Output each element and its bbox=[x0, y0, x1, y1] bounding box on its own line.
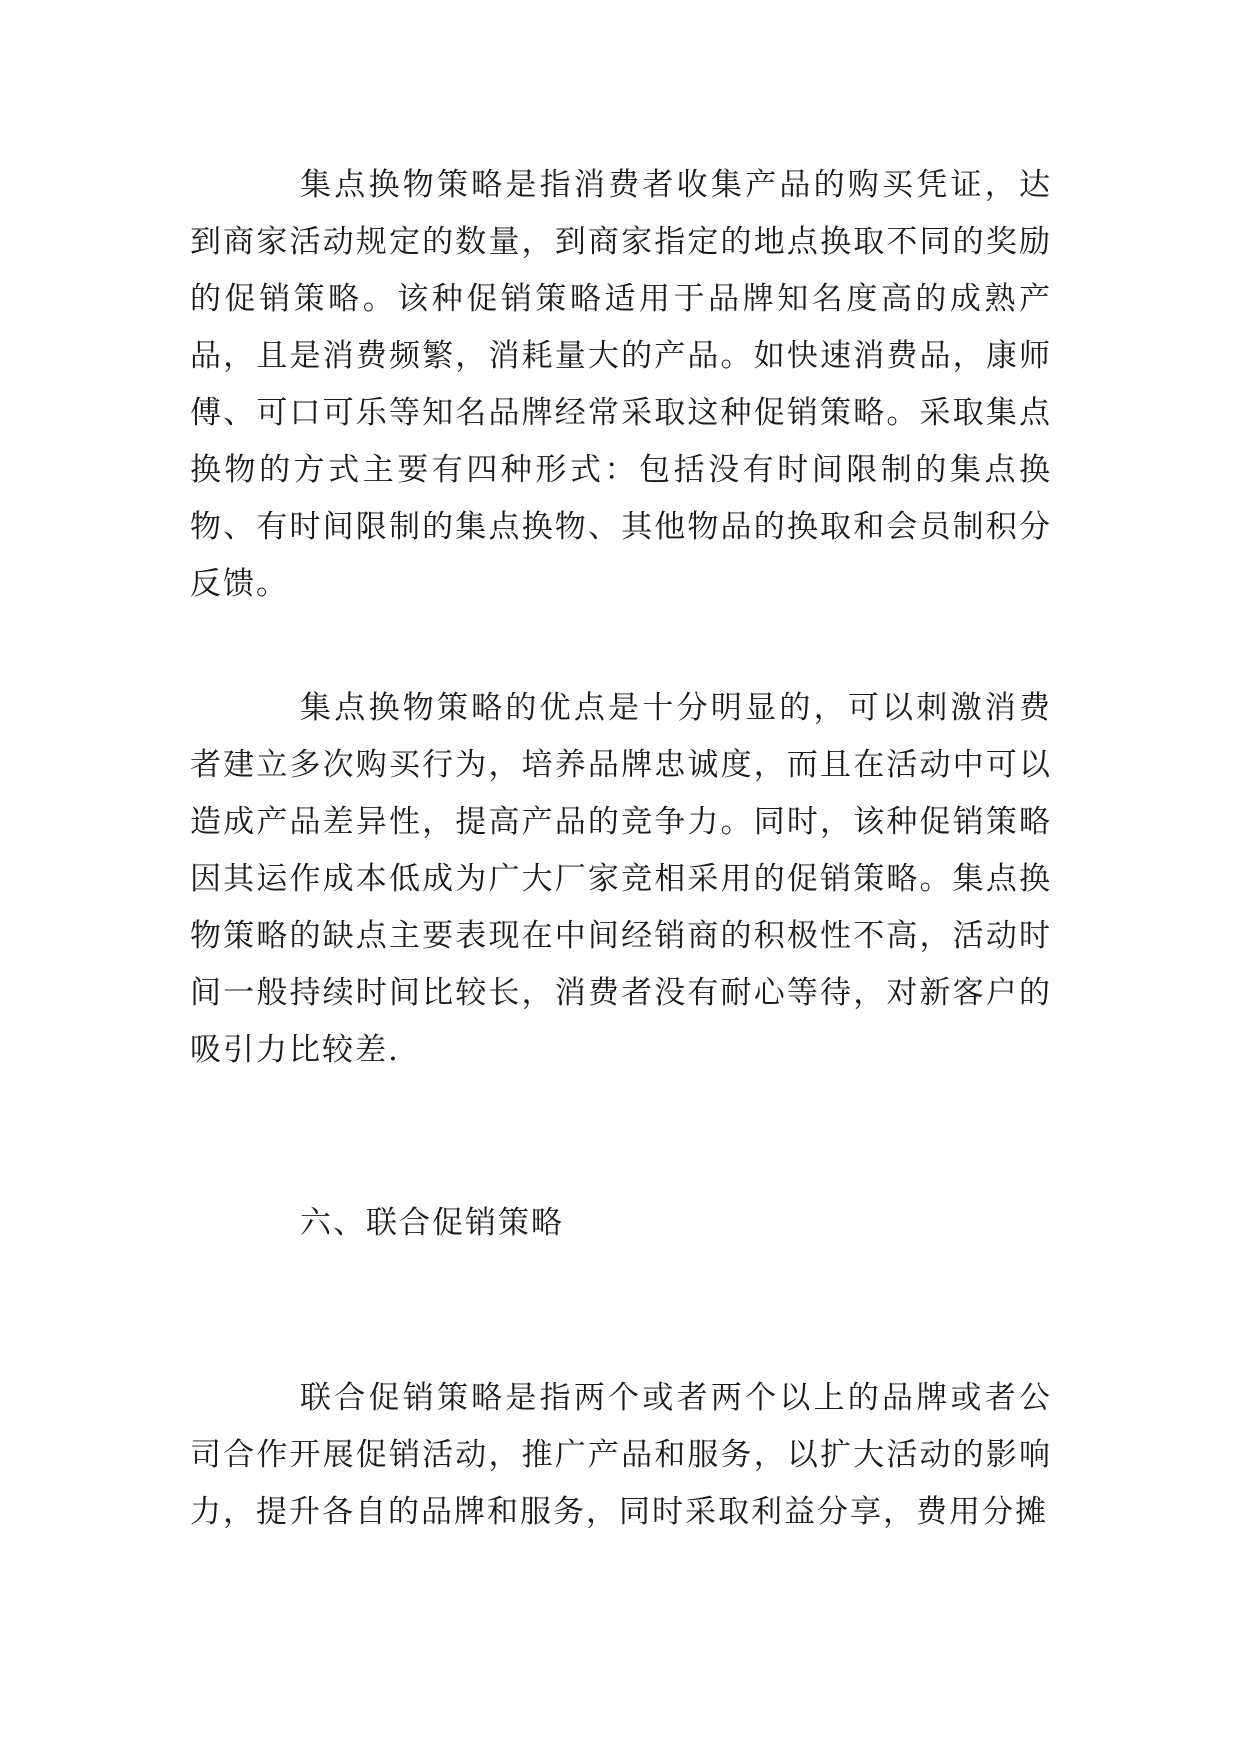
section-heading: 六、联合促销策略 bbox=[300, 1205, 564, 1241]
paragraph-points-exchange-definition: 集点换物策略是指消费者收集产品的购买凭证，达到商家活动规定的数量，到商家指定的地点换取不同的奖励的促销策略。该种促销策略适用于品牌知名度高的成熟产品，且是消费频繁，消耗量大的产品。如快速消费品，康师傅、可口可乐等知名品牌经常采取这种促销策略。采取集点换物的方式主要有四种形式：包括没有时间限制的集点换物、有时间限制的集点换物、其他物品的换取和会员制积分反馈。 bbox=[190, 167, 1052, 602]
paragraph-joint-promotion-definition: 联合促销策略是指两个或者两个以上的品牌或者公司合作开展促销活动，推广产品和服务，以扩大活动的影响力，提升各自的品牌和服务，同时采取利益分享，费用分摊 bbox=[190, 1380, 1052, 1530]
paragraph-points-exchange-pros-cons: 集点换物策略的优点是十分明显的，可以刺激消费者建立多次购买行为，培养品牌忠诚度，而且在活动中可以造成产品差异性，提高产品的竞争力。同时，该种促销策略因其运作成本低成为广大厂家竞相采用的促销策略。集点换物策略的缺点主要表现在中间经销商的积极性不高，活动时间一般持续时间比较长，消费者没有耐心等待，对新客户的吸引力比较差. bbox=[190, 690, 1052, 1068]
